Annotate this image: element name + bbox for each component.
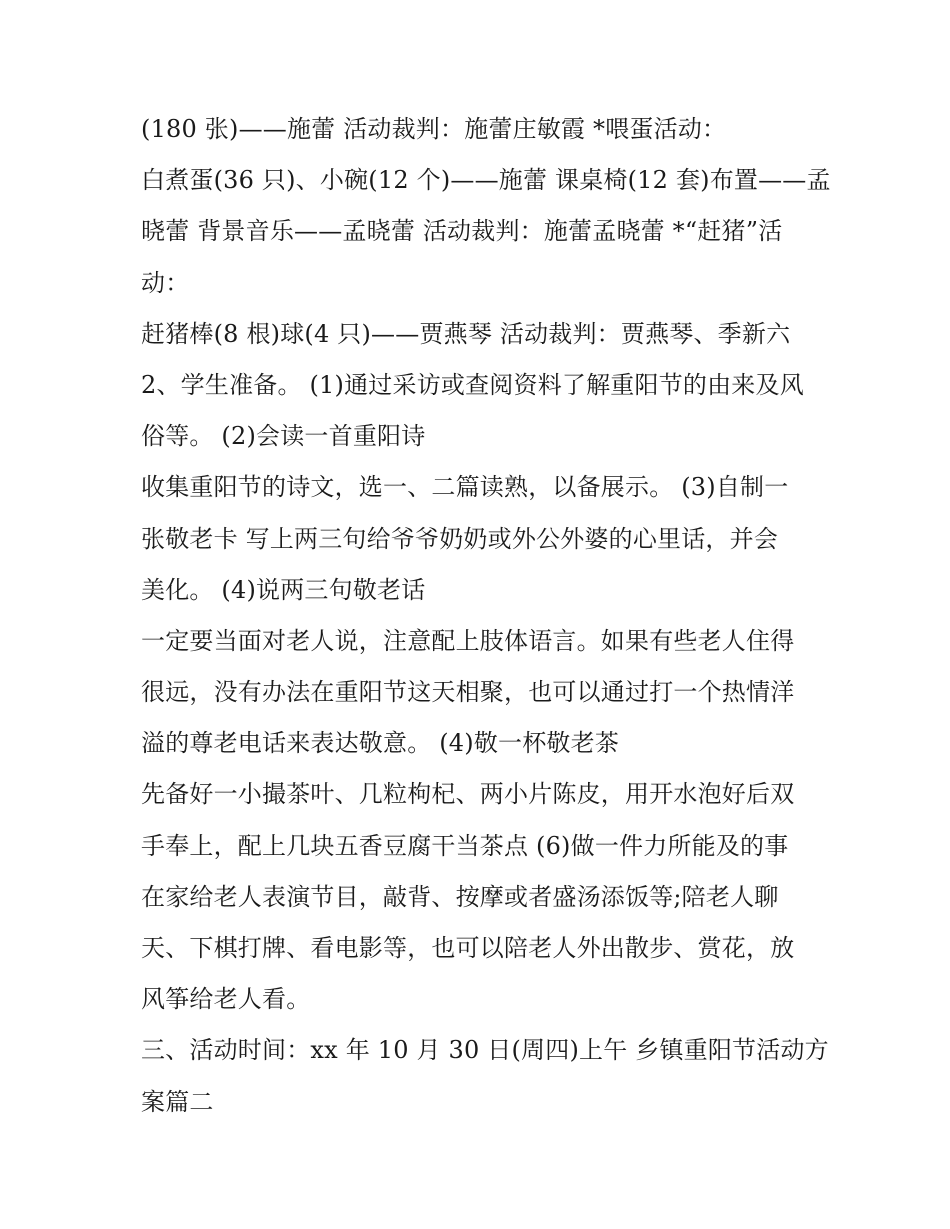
text-line: 天、下棋打牌、看电影等，也可以陪老人外出散步、赏花，放 bbox=[141, 934, 795, 962]
text-line: 案篇二 bbox=[141, 1087, 214, 1116]
document-body bbox=[141, 104, 831, 1128]
text-line: (180 张)——施蕾 活动裁判：施蕾庄敏霞 *喂蛋活动： bbox=[141, 115, 727, 143]
text-line: 手奉上，配上几块五香豆腐干当茶点 (6)做一件力所能及的事 bbox=[141, 831, 789, 860]
text-line: 动： bbox=[141, 268, 190, 297]
text-line: 在家给老人表演节目，敲背、按摩或者盛汤添饭等;陪老人聊 bbox=[141, 882, 779, 911]
text-line: 先备好一小撮茶叶、几粒枸杞、两小片陈皮，用开水泡好后双 bbox=[141, 780, 795, 809]
text-line: 很远，没有办法在重阳节这天相聚，也可以通过打一个热情洋 bbox=[141, 678, 795, 707]
text-line: 一定要当面对老人说，注意配上肢体语言。如果有些老人住得 bbox=[141, 626, 795, 655]
text-line: 白煮蛋(36 只)、小碗(12 个)——施蕾 课桌椅(12 套)布置——孟 bbox=[141, 166, 831, 195]
text-line: 赶猪棒(8 根)球(4 只)——贾燕琴 活动裁判：贾燕琴、季新六 bbox=[141, 319, 791, 348]
text-line: 俗等。 (2)会读一首重阳诗 bbox=[141, 422, 426, 451]
text-line: 张敬老卡 写上两三句给爷爷奶奶或外公外婆的心里话，并会 bbox=[141, 524, 779, 553]
text-line: 2、学生准备。 (1)通过采访或查阅资料了解重阳节的由来及风 bbox=[141, 370, 804, 399]
text-line: 收集重阳节的诗文，选一、二篇读熟，以备展示。 (3)自制一 bbox=[141, 473, 789, 502]
text-line: 溢的尊老电话来表达敬意。 (4)敬一杯敬老茶 bbox=[141, 729, 620, 758]
text-line: 三、活动时间：xx 年 10 月 30 日(周四)上午 乡镇重阳节活动方 bbox=[141, 1036, 829, 1065]
text-line: 风筝给老人看。 bbox=[141, 985, 311, 1014]
text-line: 美化。 (4)说两三句敬老话 bbox=[141, 575, 426, 604]
text-line: 晓蕾 背景音乐——孟晓蕾 活动裁判：施蕾孟晓蕾 *“赶猪”活 bbox=[141, 217, 783, 246]
